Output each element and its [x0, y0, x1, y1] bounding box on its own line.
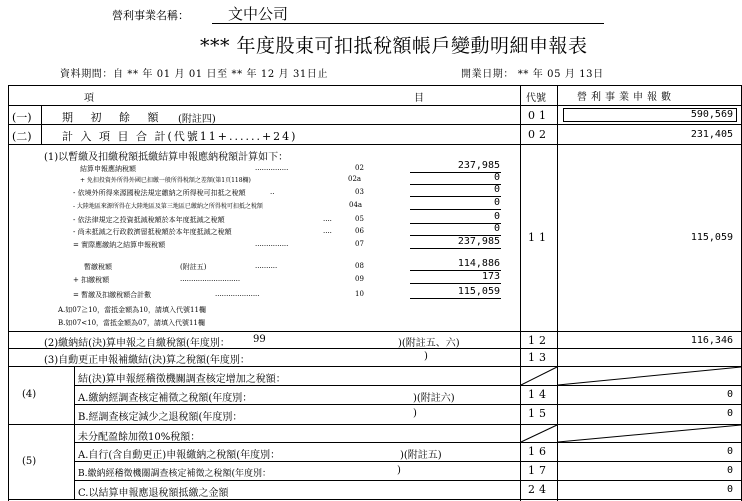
calc-line-label: - 尚未抵減之行政救濟留抵稅額於本年度抵減之稅額 — [73, 228, 232, 236]
company-label: 營利事業名稱： — [112, 9, 189, 22]
calc-line-value: 114,886 — [457, 258, 500, 269]
row7b-code: 17 — [528, 464, 550, 477]
calc-line-dots: ........................... — [180, 275, 241, 283]
row6-number: (4) — [22, 389, 37, 400]
row6a-code: 14 — [528, 388, 550, 401]
calc-line-label: - 依法律規定之投資抵減稅額於本年度抵減之稅額 — [73, 216, 225, 224]
company-name: 文中公司 — [228, 5, 289, 23]
header-amount: 營利事業申報數 — [577, 92, 675, 103]
calc-line-value: 173 — [481, 271, 500, 282]
calc-line-value: 237,985 — [457, 160, 500, 171]
calc-line-code: 05 — [355, 215, 364, 223]
calc-line-value: 0 — [493, 211, 500, 222]
calc-line-note: (附註五) — [180, 263, 207, 271]
header-item-left: 項 — [84, 93, 94, 104]
period-text: 資料期間：自 ** 年 01 月 01 日至 ** 年 12 月 31日止 — [60, 69, 329, 80]
row7b-close: ) — [397, 465, 401, 476]
row6-heading: 結(決)算申報經稽徵機關調查核定增加之稅額： — [78, 374, 286, 385]
calc-line-code: 10 — [355, 290, 364, 298]
row7a-label: A.自行(含自動更正)申報繳納之稅額(年度別： — [78, 450, 281, 461]
row6b-code: 15 — [528, 407, 550, 420]
row4-label: (2)繳納結(決)算申報之自繳稅額(年度別： — [44, 338, 230, 349]
calc-line-dots: .......... — [255, 262, 278, 270]
calc-line-dots: .................... — [215, 290, 260, 298]
row6a-label: A.繳納經調查核定補徵之稅額(年度別： — [78, 393, 253, 404]
row2-label: 計 入 項 目 合 計(代號11+......+24) — [62, 130, 298, 143]
row2-amount: 231,405 — [690, 129, 733, 140]
row5-close: ) — [424, 351, 428, 362]
row1-amount: 590,569 — [690, 109, 733, 120]
calc-line-value: 0 — [493, 197, 500, 208]
row7a-amount: 0 — [726, 446, 733, 457]
calc-line-label: + 免扣投資外所得外國已扣繳一般所得稅額之差額(第1頁118欄) — [80, 177, 251, 184]
calc-line-label: - 依境外所得來源國稅法規定繳納之所得稅可扣抵之稅額 — [73, 189, 246, 197]
calc-line-label: - 大陸地區來源所得在大陸地區及第三地區已繳納之所得稅可扣抵之稅額 — [73, 203, 263, 210]
row5-code: 13 — [528, 351, 550, 364]
calc-line-code: 02 — [355, 164, 364, 172]
calc-line-code: 02a — [348, 175, 362, 183]
report-title: *** 年度股東可扣抵稅額帳戶變動明細申報表 — [200, 35, 588, 57]
row1-number: (一) — [12, 111, 32, 124]
row6b-close: ) — [413, 408, 417, 419]
row7a-code: 16 — [528, 445, 550, 458]
calc-line-code: 04a — [349, 201, 363, 209]
calc-line-value: 0 — [493, 223, 500, 234]
row4-note: )(附註五、六) — [398, 338, 460, 349]
calc-line-label: 暫繳稅額 — [84, 263, 112, 271]
calc-line-label: = 實際應繳納之結算申報稅額 — [73, 241, 166, 249]
calc-line-label: + 扣繳稅額 — [73, 276, 110, 284]
calc-line-dots: ............... — [255, 240, 289, 248]
calc-line-label: 結算申報應納稅額 — [80, 165, 136, 173]
row4-code: 12 — [528, 334, 550, 347]
row6b-label: B.經調查核定減少之退稅額(年度別： — [78, 412, 243, 423]
calc-line-code: 09 — [355, 275, 364, 283]
row1-note: (附註四) — [178, 114, 216, 125]
row6a-note: )(附註六) — [413, 393, 455, 404]
row6a-amount: 0 — [726, 389, 733, 400]
calc-line-dots: .... — [323, 227, 332, 235]
opening-date-text: 開業日期： ** 年 05 月 13日 — [461, 69, 604, 80]
row3-heading: (1)以暫繳及扣繳稅額抵繳結算申報應納稅額計算如下： — [44, 152, 289, 163]
row7b-amount: 0 — [726, 465, 733, 476]
calc-line-code: 03 — [355, 188, 364, 196]
row7-number: (5) — [22, 456, 37, 467]
row4-amount: 116,346 — [690, 335, 733, 346]
calc-line-value: 0 — [493, 172, 500, 183]
calc-line-value: 237,985 — [457, 236, 500, 247]
row3-note-b: B.如07<10，當抵金額為07，請填入代號11欄 — [58, 319, 205, 327]
row6b-amount: 0 — [726, 408, 733, 419]
row5-label: (3)自動更正申報補繳結(決)算之稅額(年度別： — [44, 355, 250, 366]
row3-amount: 115,059 — [690, 232, 733, 243]
row7c-label: C.以結算申報應退稅額抵繳之金額 — [78, 488, 229, 499]
calc-line-dots: .... — [323, 215, 332, 223]
header-item-right: 目 — [414, 93, 424, 104]
calc-line-value: 115,059 — [457, 286, 500, 297]
row2-number: (二) — [12, 130, 32, 143]
calc-line-label: = 暫繳及扣繳稅額合計數 — [73, 291, 152, 299]
header-code: 代號 — [526, 93, 546, 104]
row7c-code: 24 — [528, 483, 550, 496]
row3-note-a: A.如07≧10，當抵金額為10，請填入代號11欄 — [58, 306, 206, 314]
calc-line-code: 06 — [355, 227, 364, 235]
row7b-label: B.繳納經稽徵機關調查核定補徵之稅額(年度別： — [78, 469, 271, 479]
row3-code: 11 — [528, 231, 550, 244]
calc-line-dots: ............... — [255, 164, 289, 172]
calc-line-value: 0 — [493, 184, 500, 195]
row1-code: 01 — [528, 109, 550, 122]
row7-heading: 未分配盈餘加徵10%稅額： — [78, 432, 201, 443]
row2-code: 02 — [528, 128, 550, 141]
row4-year: 99 — [253, 334, 266, 345]
row7c-amount: 0 — [726, 484, 733, 495]
row7a-note: )(附註五) — [400, 450, 442, 461]
row1-label: 期 初 餘 額 — [62, 111, 166, 124]
calc-line-code: 08 — [355, 262, 364, 270]
calc-line-code: 07 — [355, 240, 364, 248]
calc-line-dots: .. — [270, 188, 275, 196]
